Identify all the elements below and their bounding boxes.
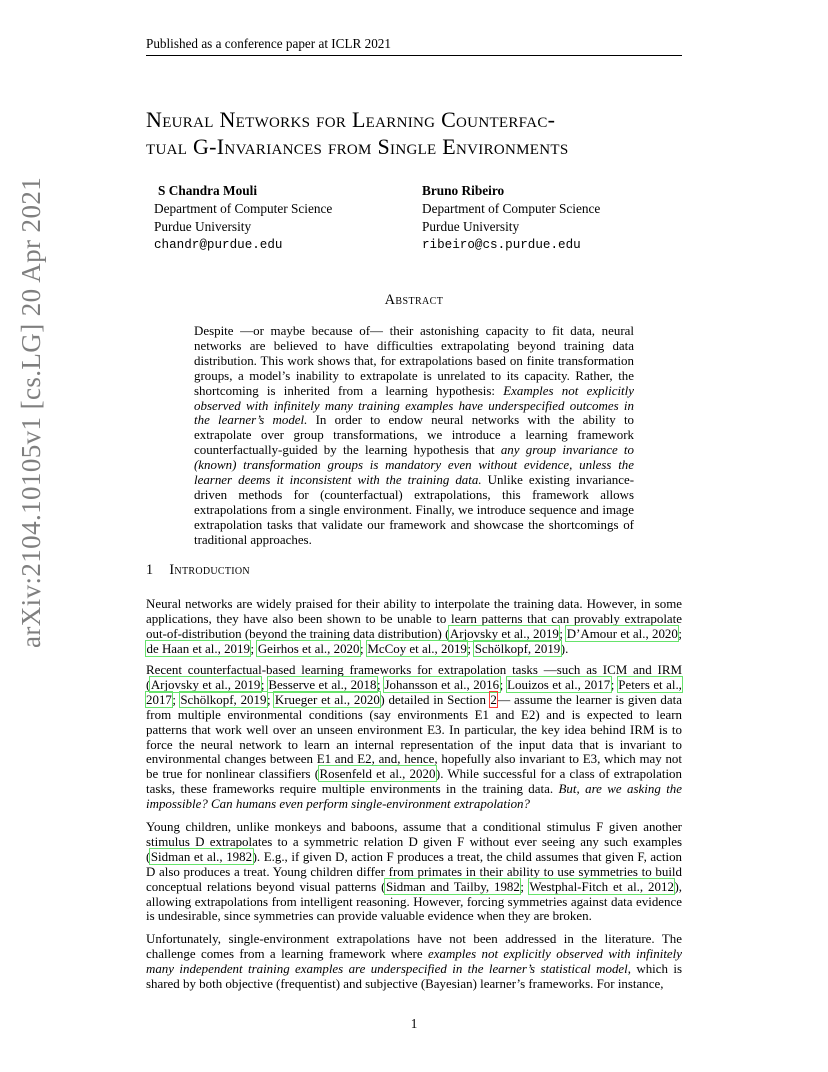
section-heading-introduction bbox=[146, 562, 250, 579]
author-institution: Purdue University bbox=[154, 219, 252, 234]
citation-link[interactable]: Johansson et al., 2016 bbox=[384, 676, 500, 692]
citation-link[interactable]: D’Amour et al., 2020 bbox=[566, 625, 678, 641]
citation-link[interactable]: Peters et al., 2017 bbox=[146, 676, 682, 707]
citation-link[interactable]: Schölkopf, 2019 bbox=[180, 691, 267, 707]
section-title: Introduction bbox=[169, 562, 250, 578]
author-block-2 bbox=[422, 182, 600, 254]
citation-link[interactable]: Sidman and Tailby, 1982 bbox=[385, 878, 520, 894]
running-header: Published as a conference paper at ICLR 2021 bbox=[146, 36, 391, 51]
intro-paragraph-2: Recent counterfactual-based learning frameworks for extrapolation tasks —such as ICM and IRM (Arjovsky et al., 2019; Besserve et al., 2018; Johansson et al., 2016; Louizos et al., 2017; Peters et al., 2017; Schölkopf, 2019; Krueger et al., 2020) detailed in Section 2— assume the learner is given data from multiple environmental conditions (say environments E1 and E2) and is expected to learn patterns that work well over an unseen environment E3. In particular, the key idea behind IRM is to force the neural network to learn an internal representation of the input data that is invariant to environmental changes between E1 and E2, and, hence, hopefully also invariant to E3, which may not be true for nonlinear classifiers (Rosenfeld et al., 2020). While successful for a class of extrapolation tasks, these frameworks require multiple environments in the training data. But, are we asking the impossible? Can humans even perform single-environment extrapolation? bbox=[146, 662, 682, 812]
citation-link[interactable]: Arjovsky et al., 2019 bbox=[449, 625, 559, 641]
paper-title bbox=[146, 106, 694, 160]
intro-paragraph-3: Young children, unlike monkeys and baboons, assume that a conditional stimulus F given another stimulus D extrapolates to a symmetric relation D given F without ever seeing any such examples (Sidman et al., 1982). E.g., if given D, action F produces a treat, the child assumes that given F, action D also produces a treat. Young children differ from primates in their ability to use symmetries to build conceptual relations beyond visual patterns (Sidman and Tailby, 1982; Westphal-Fitch et al., 2012), allowing extrapolations from intelligent reasoning. However, forcing symmetries against data evidence is undesirable, since symmetries can provide valuable evidence when they are broken. bbox=[146, 819, 683, 924]
title-line-1: Neural Networks for Learning Counterfac- bbox=[146, 107, 556, 132]
author-institution: Purdue University bbox=[422, 219, 520, 234]
section-number: 1 bbox=[146, 562, 154, 578]
author-email[interactable]: ribeiro@cs.purdue.edu bbox=[422, 238, 581, 252]
author-name: S Chandra Mouli bbox=[158, 183, 258, 198]
citation-link[interactable]: Besserve et al., 2018 bbox=[268, 676, 377, 692]
citation-link[interactable]: Westphal-Fitch et al., 2012 bbox=[529, 878, 674, 894]
citation-link[interactable]: Louizos et al., 2017 bbox=[507, 676, 611, 692]
page-number: 1 bbox=[410, 1016, 418, 1031]
abstract-heading: Abstract bbox=[384, 292, 444, 308]
citation-link[interactable]: Rosenfeld et al., 2020 bbox=[319, 766, 436, 782]
citation-link[interactable]: Geirhos et al., 2020 bbox=[257, 640, 360, 656]
author-name: Bruno Ribeiro bbox=[422, 183, 505, 198]
citation-link[interactable]: McCoy et al., 2019 bbox=[367, 640, 467, 656]
author-affiliation: Department of Computer Science bbox=[154, 201, 333, 216]
author-email[interactable]: chandr@purdue.edu bbox=[154, 238, 283, 252]
intro-paragraph-1: Neural networks are widely praised for their ability to interpolate the training data. However, in some applications, they have also been shown to be unable to learn patterns that can provably extrapolate out-of-distribution (beyond the training data distribution) (Arjovsky et al., 2019; D’Amour et al., 2020; de Haan et al., 2019; Geirhos et al., 2020; McCoy et al., 2019; Schölkopf, 2019). bbox=[146, 596, 682, 656]
section-reference-link[interactable]: 2 bbox=[490, 691, 497, 707]
header-rule bbox=[146, 55, 682, 56]
intro-paragraph-4: Unfortunately, single-environment extrapolations have not been addressed in the literature. The challenge comes from a learning framework where examples not explicitly observed with infinitely many independent training examples are underspecified in the learner’s statistical model, which is shared by both objective (frequentist) and subjective (Bayesian) learner’s frameworks. For instance, bbox=[146, 931, 682, 991]
citation-link[interactable]: de Haan et al., 2019 bbox=[146, 640, 250, 656]
citation-link[interactable]: Krueger et al., 2020 bbox=[274, 691, 380, 707]
abstract-body: Despite —or maybe because of— their astonishing capacity to fit data, neural networks are believed to have difficulties extrapolating beyond training data distribution. This work shows that, for extrapolations based on finite transformation groups, a model’s inability to extrapolate is unrelated to its capacity. Rather, the shortcoming is inherited from a learning hypothesis: Examples not explicitly observed with infinitely many training examples have underspecified outcomes in the learner’s model. In order to endow neural networks with the ability to extrapolate over group transformations, we introduce a learning framework counterfactually-guided by the learning hypothesis that any group invariance to (known) transformation groups is mandatory even without evidence, unless the learner deems it inconsistent with the training data. Unlike existing invariance-driven methods for (counterfactual) extrapolations, this framework allows extrapolations from a single environment. Finally, we introduce sequence and image extrapolation tasks that validate our framework and showcase the shortcomings of traditional approaches. bbox=[194, 323, 635, 547]
author-affiliation: Department of Computer Science bbox=[422, 201, 601, 216]
arxiv-stamp-text: arXiv:2104.10105v1 [cs.LG] 20 Apr 2021 bbox=[16, 176, 46, 648]
author-block-1 bbox=[154, 182, 332, 254]
title-line-2: tual G-Invariances from Single Environments bbox=[146, 134, 569, 159]
citation-link[interactable]: Schölkopf, 2019 bbox=[474, 640, 561, 656]
citation-link[interactable]: Sidman et al., 1982 bbox=[150, 848, 253, 864]
citation-link[interactable]: Arjovsky et al., 2019 bbox=[150, 676, 261, 692]
